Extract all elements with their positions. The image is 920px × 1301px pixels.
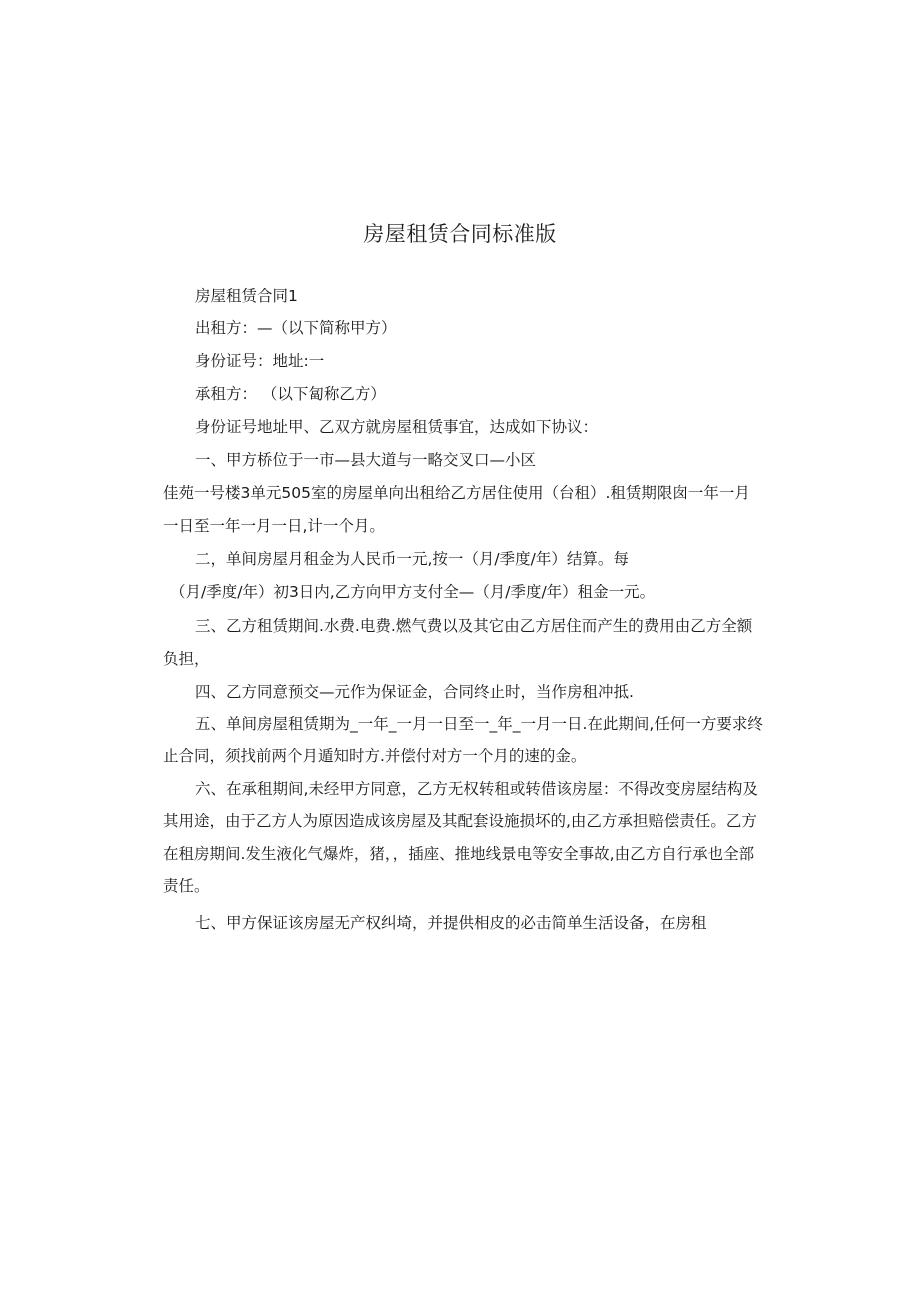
document-line: 五、单间房屋租赁期为_一年_一月一日至一_年_一月一日.在此期间,任何一方要求终 <box>195 715 763 733</box>
document-line: 七、甲方保证该房屋无产权纠埼，并提供相皮的必击简单生活设备，在房租 <box>195 914 707 932</box>
document-line: 止合同，须找前两个月遁知时方.并偿付对方一个月的速的金。 <box>163 747 587 765</box>
document-title: 房屋租赁合同标准版 <box>363 222 557 246</box>
document-line: 房屋租赁合同1 <box>195 287 298 305</box>
document-line: 二，单间房屋月租金为人民币一元,按一（月/季度/年）结算。每 <box>195 550 629 568</box>
document-line: 责任。 <box>163 877 210 895</box>
document-line: 身份证号地址甲、乙双方就房屋租赁事宜，达成如下协议： <box>195 418 599 436</box>
document-line: 六、在承租期间,未经甲方同意，乙方无权转租或转借该房屋：不得改变房屋结构及 <box>195 780 758 798</box>
document-line: 佳苑一号楼3单元505室的房屋单向出租给乙方居住使用（台租）.租赁期限囱一年一月 <box>163 484 750 502</box>
document-line: 一日至一年一月一日,计一个月。 <box>163 517 385 535</box>
document-line: 四、乙方同意预交—元作为保证金，合同终止时，当作房租冲抵. <box>195 683 634 701</box>
document-line: 在租房期间.发生液化气爆炸，猪，，插座、推地线景电等安全事故,由乙方自行承也全部 <box>163 845 755 863</box>
document-line: 三、乙方租赁期间.水费.电费.燃气费以及其它由乙方居住而产生的费用由乙方全额 <box>195 617 753 635</box>
document-line: 出租方：—（以下简称甲方） <box>195 319 397 337</box>
document-line: 其用途，由于乙方人为原因造成该房屋及其配套设施损坏的,由乙方承担赔偿责任。乙方 <box>163 812 757 830</box>
document-line: 承租方： （以下匐称乙方） <box>195 385 386 403</box>
document-line: 一、甲方桥位于一市—县大道与一略交叉口—小区 <box>195 451 537 469</box>
document-line: 身份证号：地址:一 <box>195 352 325 370</box>
document-line: （月/季度/年）初3日内,乙方向甲方支付全—（月/季度/年）租金一元。 <box>170 583 656 601</box>
document-line: 负担， <box>163 650 210 668</box>
